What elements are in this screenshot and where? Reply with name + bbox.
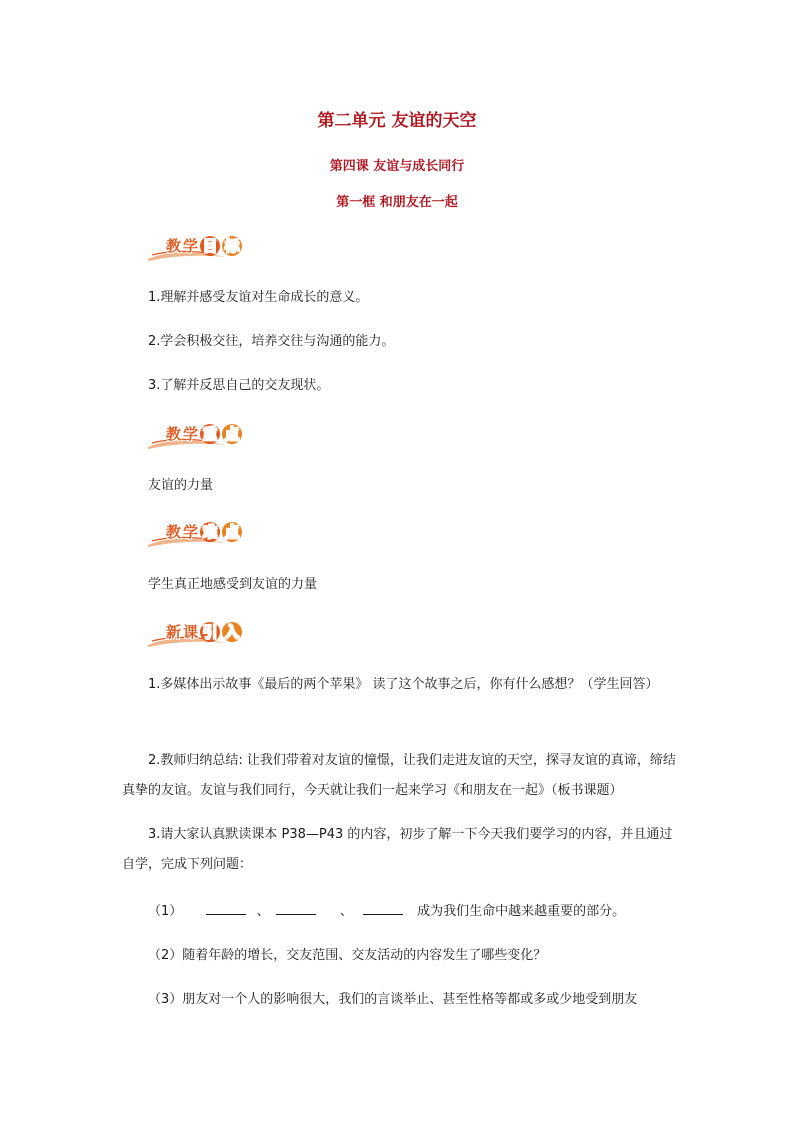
intro-paragraph-2: 2.教师归纳总结: 让我们带着对友谊的憧憬，让我们走进友谊的天空，探寻友谊的真谛，缔结真挚的友谊。友谊与我们同行，今天就让我们一起来学习《和朋友在一起》（板书课题）	[122, 753, 676, 798]
badge-char: 新	[166, 623, 182, 641]
objective-item: 3.了解并反思自己的交友现状。	[148, 378, 330, 393]
badge-char: 学	[183, 237, 199, 255]
section-badge-key-points	[146, 421, 256, 451]
frame-title: 第一框 和朋友在一起	[336, 195, 458, 210]
badge-char: 引	[200, 622, 220, 642]
badge-char: 教	[166, 237, 182, 255]
lesson-title: 第四课 友谊与成长同行	[329, 159, 465, 174]
section-badge-intro	[146, 619, 256, 649]
question-3: （3）朋友对一个人的影响很大，我们的言谈举止、甚至性格等都或多或少地受到朋友	[148, 992, 638, 1007]
badge-char: 难	[200, 522, 220, 542]
answer-blank[interactable]	[206, 900, 246, 915]
question-1-label: （1）	[148, 904, 183, 919]
answer-blank[interactable]	[363, 900, 403, 915]
badge-char: 教	[166, 425, 182, 443]
answer-blank[interactable]	[276, 900, 316, 915]
unit-title: 第二单元 友谊的天空	[317, 111, 477, 131]
separator: 、	[339, 904, 353, 919]
section-badge-difficulties	[146, 519, 256, 549]
badge-char: 学	[183, 425, 199, 443]
badge-char: 重	[200, 424, 220, 444]
badge-char: 学	[183, 523, 199, 541]
badge-char: 点	[222, 424, 242, 444]
question-1	[148, 897, 684, 927]
intro-paragraph-3: 3.请大家认真默读课本 P38—P43 的内容，初步了解一下今天我们要学习的内容，并且通过自学，完成下列问题：	[122, 827, 673, 872]
objective-item: 1.理解并感受友谊对生命成长的意义。	[148, 290, 369, 305]
objective-item: 2.学会积极交往，培养交往与沟通的能力。	[148, 334, 395, 349]
badge-char: 目	[200, 236, 220, 256]
badge-char: 入	[222, 622, 242, 642]
intro-paragraph-1: 1.多媒体出示故事《最后的两个苹果》 读了这个故事之后，你有什么感想？（学生回答）	[148, 677, 659, 692]
difficulty-text: 学生真正地感受到友谊的力量	[148, 577, 318, 592]
badge-char: 标	[222, 236, 242, 256]
badge-char: 教	[166, 523, 182, 541]
key-point-text: 友谊的力量	[148, 478, 214, 493]
section-badge-objectives	[146, 233, 256, 263]
badge-char: 点	[222, 522, 242, 542]
question-1-tail: 成为我们生命中越来越重要的部分。	[417, 904, 626, 919]
separator: 、	[256, 904, 270, 919]
badge-char: 课	[183, 623, 199, 641]
question-2: （2）随着年龄的增长，交友范围、交友活动的内容发生了哪些变化？	[148, 948, 547, 963]
